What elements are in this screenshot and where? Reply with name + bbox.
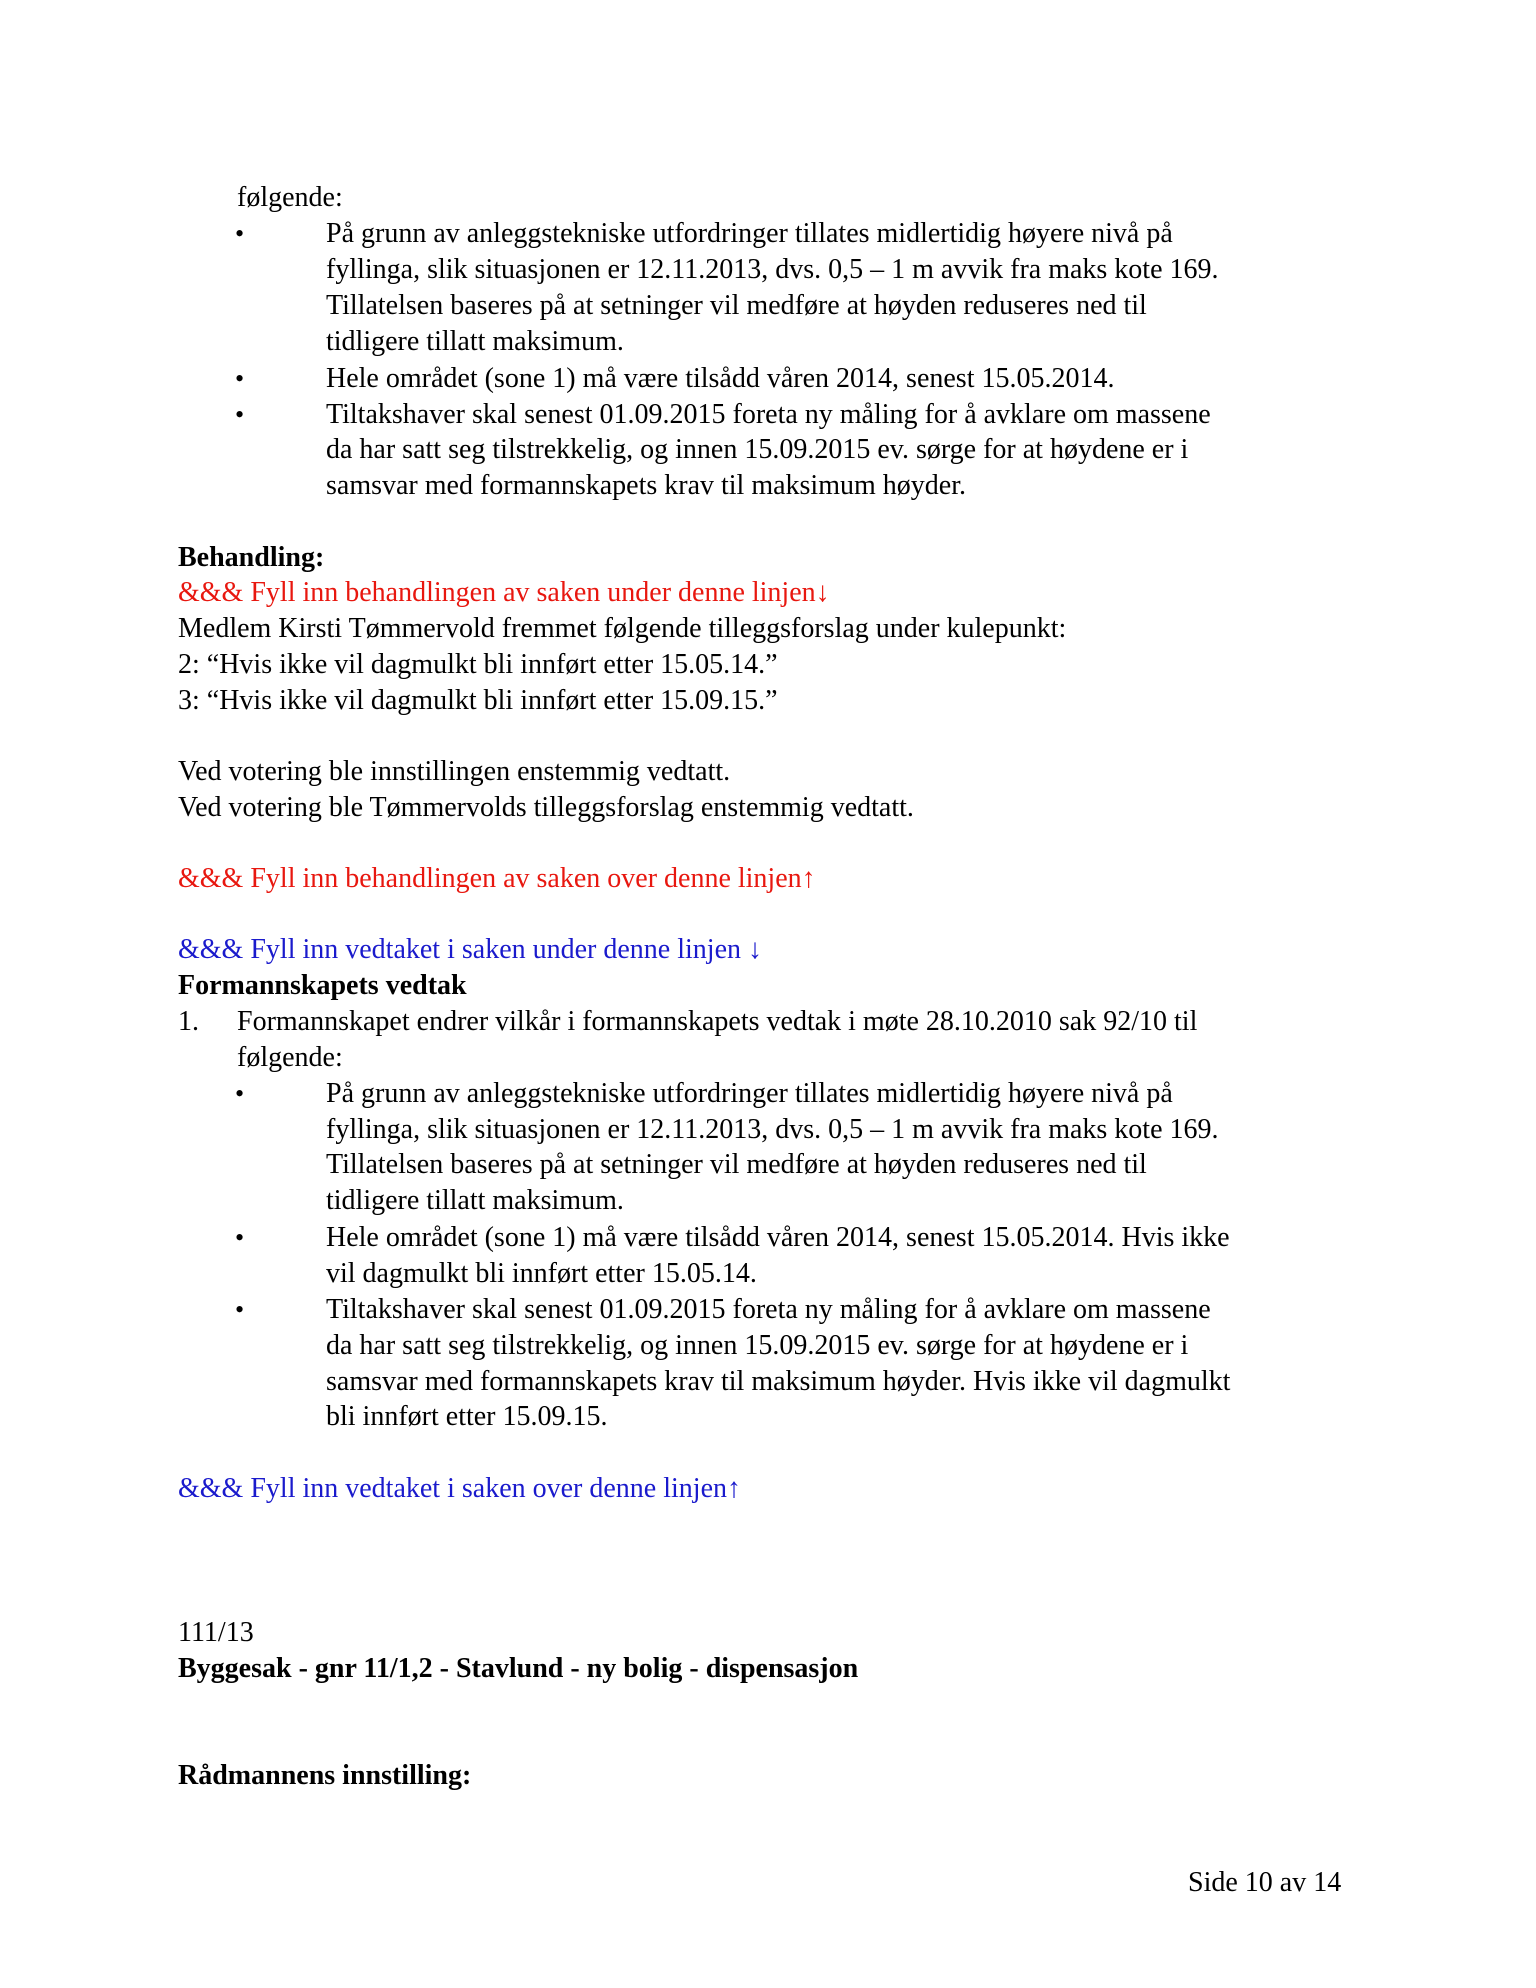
vote-line: Ved votering ble innstillingen enstemmig vedtatt.: [178, 756, 731, 787]
bullet-line: samsvar med formannskapets krav til maksimum høyder. Hvis ikke vil dagmulkt: [326, 1366, 1231, 1397]
bullet-line: Tiltakshaver skal senest 01.09.2015 foreta ny måling for å avklare om massene: [326, 1294, 1211, 1325]
bullet-line: Tillatelsen baseres på at setninger vil medføre at høyden reduseres ned til: [326, 290, 1147, 321]
case-title: Byggesak - gnr 11/1,2 - Stavlund - ny bolig - dispensasjon: [178, 1653, 859, 1684]
arrow-down-icon: ↓: [815, 577, 830, 608]
vedtak-marker-end: &&& Fyll inn vedtaket i saken over denne linjen↑: [178, 1473, 741, 1504]
bullet-line: fyllinga, slik situasjonen er 12.11.2013, dvs. 0,5 – 1 m avvik fra maks kote 169.: [326, 1114, 1219, 1145]
intro-text: følgende:: [237, 182, 343, 213]
bullet-line: Tillatelsen baseres på at setninger vil medføre at høyden reduseres ned til: [326, 1149, 1147, 1180]
page-number: Side 10 av 14: [1188, 1867, 1342, 1898]
innstilling-heading: Rådmannens innstilling:: [178, 1760, 472, 1791]
bullet-dot: •: [235, 1223, 245, 1252]
bullet-line: vil dagmulkt bli innført etter 15.05.14.: [326, 1258, 757, 1289]
bullet-line: Tiltakshaver skal senest 01.09.2015 foreta ny måling for å avklare om massene: [326, 399, 1211, 430]
bullet-line: På grunn av anleggstekniske utfordringer tillates midlertidig høyere nivå på: [326, 1078, 1173, 1109]
bullet-line: bli innført etter 15.09.15.: [326, 1401, 608, 1432]
vote-line: Ved votering ble Tømmervolds tilleggsforslag enstemmig vedtatt.: [178, 792, 914, 823]
bullet-line: tidligere tillatt maksimum.: [326, 1185, 624, 1216]
arrow-down-icon: ↓: [748, 934, 762, 965]
arrow-up-icon: ↑: [801, 863, 816, 894]
bullet-dot: •: [235, 1079, 245, 1108]
arrow-up-icon: ↑: [727, 1473, 741, 1504]
behandling-line: 3: “Hvis ikke vil dagmulkt bli innført etter 15.09.15.”: [178, 685, 778, 716]
behandling-line: Medlem Kirsti Tømmervold fremmet følgende tilleggsforslag under kulepunkt:: [178, 613, 1067, 644]
bullet-dot: •: [235, 1295, 245, 1324]
item-number: 1.: [178, 1006, 199, 1037]
bullet-line: tidligere tillatt maksimum.: [326, 326, 624, 357]
bullet-line: fyllinga, slik situasjonen er 12.11.2013, dvs. 0,5 – 1 m avvik fra maks kote 169.: [326, 254, 1219, 285]
bullet-line: På grunn av anleggstekniske utfordringer tillates midlertidig høyere nivå på: [326, 218, 1173, 249]
case-number: 111/13: [178, 1617, 254, 1648]
bullet-line: Hele området (sone 1) må være tilsådd våren 2014, senest 15.05.2014. Hvis ikke: [326, 1222, 1230, 1253]
behandling-heading: Behandling:: [178, 542, 325, 573]
bullet-dot: •: [235, 400, 245, 429]
item-line: Formannskapet endrer vilkår i formannskapets vedtak i møte 28.10.2010 sak 92/10 til: [237, 1006, 1198, 1037]
behandling-line: 2: “Hvis ikke vil dagmulkt bli innført etter 15.05.14.”: [178, 649, 778, 680]
item-line: følgende:: [237, 1042, 343, 1073]
vedtak-heading: Formannskapets vedtak: [178, 970, 467, 1001]
bullet-line: da har satt seg tilstrekkelig, og innen 15.09.2015 ev. sørge for at høydene er i: [326, 1330, 1189, 1361]
behandling-marker-start: &&& Fyll inn behandlingen av saken under denne linjen↓: [178, 577, 830, 608]
bullet-line: samsvar med formannskapets krav til maksimum høyder.: [326, 470, 966, 501]
behandling-marker-end: &&& Fyll inn behandlingen av saken over denne linjen↑: [178, 863, 816, 894]
bullet-dot: •: [235, 364, 245, 393]
bullet-dot: •: [235, 219, 245, 248]
bullet-line: da har satt seg tilstrekkelig, og innen 15.09.2015 ev. sørge for at høydene er i: [326, 434, 1189, 465]
vedtak-marker-start: &&& Fyll inn vedtaket i saken under denne linjen ↓: [178, 934, 762, 965]
bullet-line: Hele området (sone 1) må være tilsådd våren 2014, senest 15.05.2014.: [326, 363, 1115, 394]
